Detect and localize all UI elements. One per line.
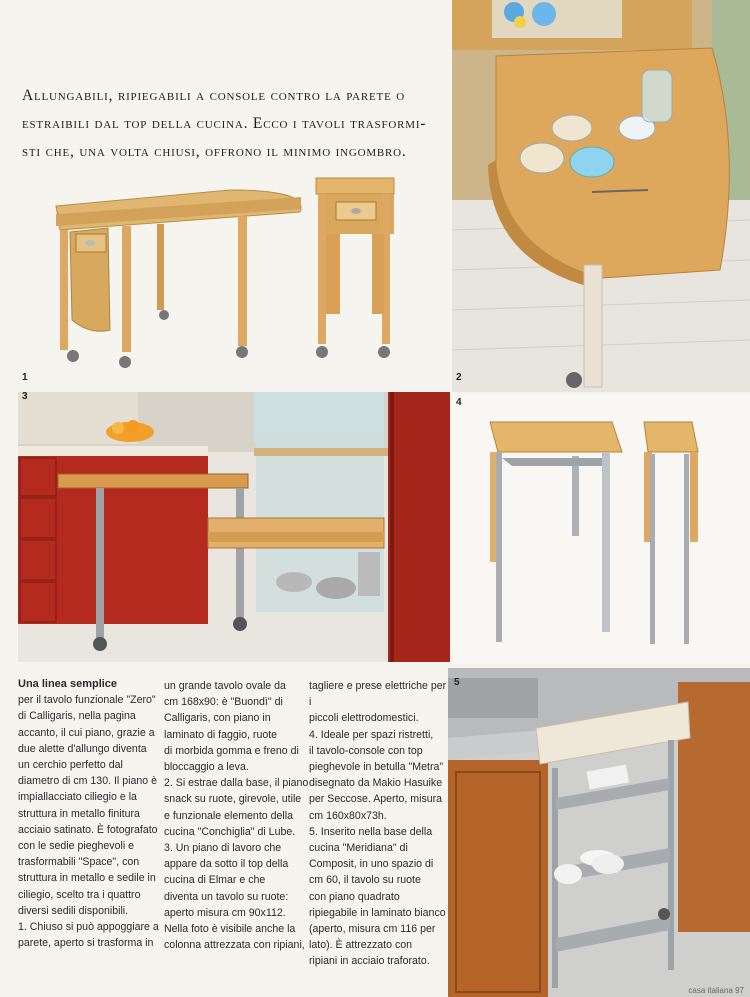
- intro-line-1: Allungabili, ripiegabili a console contro la parete o: [22, 87, 406, 104]
- text-line: accanto, il cui piano, grazie a: [18, 726, 155, 739]
- article-column-2: [164, 678, 309, 953]
- text-line: tagliere e prese elettriche per i: [309, 680, 447, 709]
- text-line: di morbida gomma e freno di: [164, 744, 299, 757]
- text-line: piccoli elettrodomestici.: [309, 712, 419, 725]
- text-line: cucina di Elmar e che: [164, 874, 266, 887]
- page-number: 97: [735, 986, 744, 995]
- text-line: per Seccose. Aperto, misura: [309, 793, 443, 806]
- text-line: struttura in metallo e sedile in: [18, 872, 156, 885]
- text-line: bloccaggio a leva.: [164, 761, 249, 774]
- text-line: 1. Chiuso si può appoggiare a: [18, 921, 159, 934]
- text-line: due alette d'allungo diventa: [18, 742, 147, 755]
- text-line: 3. Un piano di lavoro che: [164, 842, 282, 855]
- text-line: 4. Ideale per spazi ristretti,: [309, 728, 434, 741]
- text-line: disegnato da Makio Hasuike: [309, 777, 443, 790]
- text-line: diametro di cm 130. Il piano è: [18, 775, 157, 788]
- text-line: Composit, in uno spazio di: [309, 858, 434, 871]
- text-line: Nella foto è visibile anche la: [164, 923, 296, 936]
- text-line: 2. Si estrae dalla base, il piano: [164, 777, 309, 790]
- photo-5-meridiana-table: [448, 668, 750, 997]
- text-line: 5. Inserito nella base della: [309, 825, 433, 838]
- text-line: impiallacciato ciliegio e la: [18, 791, 137, 804]
- text-line: cucina "Conchiglia" di Lube.: [164, 825, 296, 838]
- text-line: snack su ruote, girevole, utile: [164, 793, 302, 806]
- text-line: appare da sotto il top della: [164, 858, 289, 871]
- page-footer: [688, 986, 744, 995]
- text-line: per il tavolo funzionale "Zero": [18, 694, 156, 707]
- figure-number-5: 5: [454, 677, 460, 688]
- text-line: cm 168x90: è "Buondì" di: [164, 696, 283, 709]
- text-line: struttura in metallo finitura: [18, 807, 140, 820]
- magazine-name: casa italiana: [688, 986, 733, 995]
- text-line: di Calligaris, nella pagina: [18, 710, 136, 723]
- figure-number-4: 4: [456, 397, 462, 408]
- text-line: diventa un tavolo su ruote:: [164, 890, 289, 903]
- text-line: acciaio satinato. È fotografato: [18, 823, 158, 836]
- text-line: un grande tavolo ovale da: [164, 680, 286, 692]
- text-line: lato). È attrezzato con: [309, 939, 413, 952]
- text-line: il tavolo-console con top: [309, 744, 423, 757]
- photo-3-elmar-worktop: [18, 392, 450, 662]
- figure-number-1: 1: [22, 372, 28, 383]
- intro-line-2: estraibili dal top della cucina. Ecco i tavoli trasformi-: [22, 115, 427, 132]
- text-line: (aperto, misura cm 116 per: [309, 923, 436, 936]
- text-line: ripiani in acciaio traforato.: [309, 955, 430, 968]
- text-line: cm 160x80x73h.: [309, 809, 387, 822]
- intro-text: [22, 82, 432, 166]
- text-line: colonna attrezzata con ripiani,: [164, 939, 305, 952]
- text-line: laminato di faggio, ruote: [164, 728, 278, 741]
- text-line: cucina "Meridiana" di: [309, 842, 408, 855]
- photo-2-conchiglia-snack: [452, 0, 750, 392]
- text-line: con le sedie pieghevoli e: [18, 840, 135, 853]
- text-line: parete, aperto si trasforma in: [18, 937, 154, 950]
- text-line: ciliegio, scelto tra i quattro: [18, 888, 141, 901]
- text-line: ripiegabile in laminato bianco: [309, 906, 446, 919]
- text-line: cm 60, il tavolo su ruote: [309, 874, 421, 887]
- text-line: trasformabili "Space", con: [18, 856, 140, 869]
- text-line: e funzionale elemento della: [164, 809, 293, 822]
- figure-number-3: 3: [22, 391, 28, 402]
- photo-1-buondi-table: [0, 160, 450, 390]
- text-line: diversi sedili disponibili.: [18, 904, 129, 917]
- article-column-3: [309, 678, 451, 970]
- text-line: aperto misura cm 90x112.: [164, 906, 286, 919]
- text-line: un cerchio perfetto dal: [18, 759, 123, 772]
- text-line: pieghevole in betulla "Metra": [309, 761, 444, 774]
- text-line: Calligaris, con piano in: [164, 712, 271, 725]
- article-column-1: [18, 676, 168, 951]
- intro-line-3: sti che, una volta chiusi, offrono il minimo ingombro.: [22, 143, 407, 160]
- article-heading: Una linea semplice: [18, 678, 118, 690]
- photo-4-metra-console: [452, 394, 750, 664]
- figure-number-2: 2: [456, 372, 462, 383]
- text-line: con piano quadrato: [309, 890, 400, 903]
